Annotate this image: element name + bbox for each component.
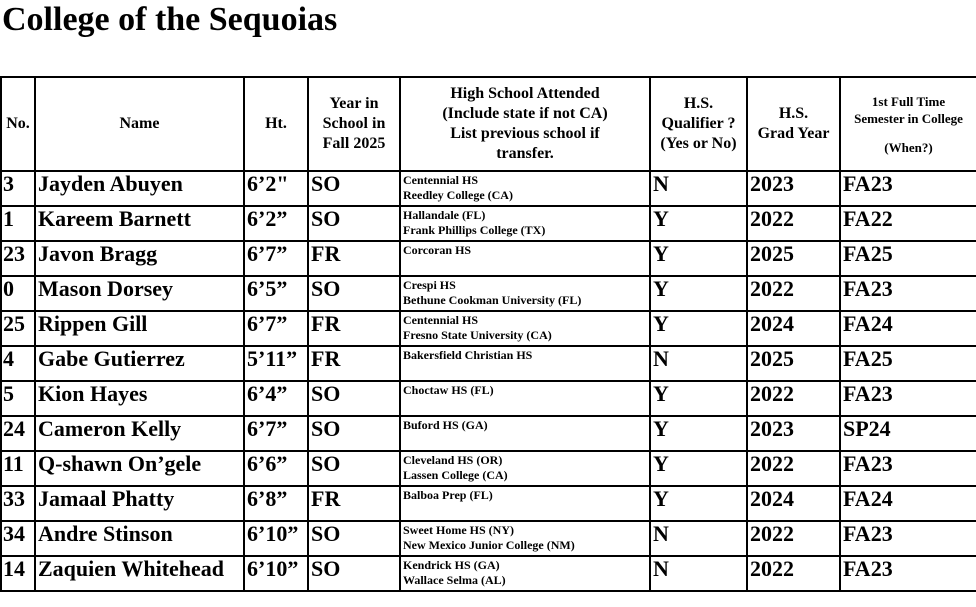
player-height: 6’10”: [244, 521, 308, 556]
page-title: College of the Sequoias: [2, 1, 338, 38]
player-grad-year: 2024: [747, 311, 840, 346]
header-grad-year: H.S. Grad Year: [747, 77, 840, 171]
player-number: 11: [1, 451, 35, 486]
player-name: Zaquien Whitehead: [35, 556, 244, 591]
player-number: 4: [1, 346, 35, 381]
player-name: Cameron Kelly: [35, 416, 244, 451]
header-name: Name: [35, 77, 244, 171]
player-first-semester: FA24: [840, 311, 976, 346]
player-grad-year: 2025: [747, 241, 840, 276]
header-qualifier: H.S. Qualifier ? (Yes or No): [650, 77, 747, 171]
player-qualifier: Y: [650, 451, 747, 486]
table-row: [1, 206, 976, 241]
player-grad-year: 2022: [747, 276, 840, 311]
school-line: Choctaw HS (FL): [403, 383, 494, 397]
player-year: SO: [308, 206, 400, 241]
table-row: [1, 451, 976, 486]
player-schools: [400, 276, 650, 311]
school-line: Sweet Home HS (NY): [403, 523, 514, 537]
player-year: FR: [308, 241, 400, 276]
school-line: Buford HS (GA): [403, 418, 488, 432]
header-first-semester: 1st Full Time Semester in College (When?): [840, 77, 976, 171]
player-first-semester: FA22: [840, 206, 976, 241]
player-year: FR: [308, 311, 400, 346]
player-schools: [400, 416, 650, 451]
player-grad-year: 2022: [747, 206, 840, 241]
player-qualifier: Y: [650, 416, 747, 451]
player-number: 24: [1, 416, 35, 451]
player-height: 6’2": [244, 171, 308, 206]
school-line: Kendrick HS (GA): [403, 558, 500, 572]
player-number: 3: [1, 171, 35, 206]
player-first-semester: FA23: [840, 276, 976, 311]
player-year: FR: [308, 346, 400, 381]
player-height: 6’7”: [244, 241, 308, 276]
player-number: 25: [1, 311, 35, 346]
player-schools: [400, 486, 650, 521]
roster-body: [1, 171, 976, 591]
table-row: [1, 311, 976, 346]
player-name: Q-shawn On’gele: [35, 451, 244, 486]
player-year: SO: [308, 416, 400, 451]
player-height: 5’11”: [244, 346, 308, 381]
player-grad-year: 2023: [747, 416, 840, 451]
school-line: Corcoran HS: [403, 243, 472, 257]
player-number: 1: [1, 206, 35, 241]
player-year: SO: [308, 521, 400, 556]
table-row: [1, 556, 976, 591]
player-height: 6’7”: [244, 311, 308, 346]
player-first-semester: FA23: [840, 521, 976, 556]
player-year: FR: [308, 486, 400, 521]
player-height: 6’5”: [244, 276, 308, 311]
school-line: Balboa Prep (FL): [403, 488, 493, 502]
player-number: 34: [1, 521, 35, 556]
player-grad-year: 2025: [747, 346, 840, 381]
player-name: Javon Bragg: [35, 241, 244, 276]
player-qualifier: N: [650, 556, 747, 591]
school-line: Reedley College (CA): [403, 188, 513, 202]
player-schools: [400, 556, 650, 591]
header-high-school: High School Attended (Include state if not CA) List previous school if transfer.: [400, 77, 650, 171]
header-row: [1, 77, 976, 171]
player-number: 23: [1, 241, 35, 276]
player-qualifier: Y: [650, 206, 747, 241]
player-qualifier: Y: [650, 276, 747, 311]
player-name: Rippen Gill: [35, 311, 244, 346]
school-line: Cleveland HS (OR): [403, 453, 503, 467]
player-schools: [400, 451, 650, 486]
player-year: SO: [308, 451, 400, 486]
player-schools: [400, 521, 650, 556]
player-first-semester: FA25: [840, 346, 976, 381]
table-row: [1, 171, 976, 206]
table-row: [1, 241, 976, 276]
player-height: 6’8”: [244, 486, 308, 521]
player-schools: [400, 311, 650, 346]
school-line: Frank Phillips College (TX): [403, 223, 546, 237]
roster-table: [0, 76, 976, 592]
school-line: Hallandale (FL): [403, 208, 486, 222]
player-schools: [400, 346, 650, 381]
school-line: Centennial HS: [403, 173, 479, 187]
player-first-semester: FA23: [840, 381, 976, 416]
player-grad-year: 2022: [747, 381, 840, 416]
player-first-semester: FA23: [840, 556, 976, 591]
player-number: 0: [1, 276, 35, 311]
player-number: 5: [1, 381, 35, 416]
table-row: [1, 521, 976, 556]
school-line: New Mexico Junior College (NM): [403, 538, 575, 552]
player-grad-year: 2022: [747, 451, 840, 486]
player-qualifier: Y: [650, 381, 747, 416]
player-first-semester: FA25: [840, 241, 976, 276]
table-row: [1, 381, 976, 416]
player-year: SO: [308, 276, 400, 311]
player-number: 14: [1, 556, 35, 591]
table-row: [1, 486, 976, 521]
player-grad-year: 2022: [747, 521, 840, 556]
table-row: [1, 346, 976, 381]
school-line: Lassen College (CA): [403, 468, 508, 482]
school-line: Fresno State University (CA): [403, 328, 552, 342]
player-qualifier: N: [650, 171, 747, 206]
player-grad-year: 2023: [747, 171, 840, 206]
school-line: Bakersfield Christian HS: [403, 348, 533, 362]
player-year: SO: [308, 171, 400, 206]
player-qualifier: Y: [650, 486, 747, 521]
player-name: Jamaal Phatty: [35, 486, 244, 521]
player-schools: [400, 206, 650, 241]
player-first-semester: FA23: [840, 171, 976, 206]
player-name: Kion Hayes: [35, 381, 244, 416]
player-name: Mason Dorsey: [35, 276, 244, 311]
header-year: Year in School in Fall 2025: [308, 77, 400, 171]
player-schools: [400, 381, 650, 416]
school-line: Bethune Cookman University (FL): [403, 293, 582, 307]
player-first-semester: FA23: [840, 451, 976, 486]
player-height: 6’6”: [244, 451, 308, 486]
player-name: Andre Stinson: [35, 521, 244, 556]
player-grad-year: 2024: [747, 486, 840, 521]
player-name: Jayden Abuyen: [35, 171, 244, 206]
player-grad-year: 2022: [747, 556, 840, 591]
player-qualifier: N: [650, 521, 747, 556]
header-height: Ht.: [244, 77, 308, 171]
player-year: SO: [308, 556, 400, 591]
player-schools: [400, 241, 650, 276]
player-schools: [400, 171, 650, 206]
table-row: [1, 416, 976, 451]
player-first-semester: FA24: [840, 486, 976, 521]
player-name: Kareem Barnett: [35, 206, 244, 241]
header-no: No.: [1, 77, 35, 171]
player-year: SO: [308, 381, 400, 416]
player-qualifier: Y: [650, 311, 747, 346]
school-line: Crespi HS: [403, 278, 456, 292]
player-name: Gabe Gutierrez: [35, 346, 244, 381]
table-row: [1, 276, 976, 311]
player-qualifier: Y: [650, 241, 747, 276]
school-line: Wallace Selma (AL): [403, 573, 506, 587]
player-number: 33: [1, 486, 35, 521]
player-height: 6’4”: [244, 381, 308, 416]
player-height: 6’10”: [244, 556, 308, 591]
player-first-semester: SP24: [840, 416, 976, 451]
player-height: 6’2”: [244, 206, 308, 241]
player-qualifier: N: [650, 346, 747, 381]
school-line: Centennial HS: [403, 313, 479, 327]
player-height: 6’7”: [244, 416, 308, 451]
